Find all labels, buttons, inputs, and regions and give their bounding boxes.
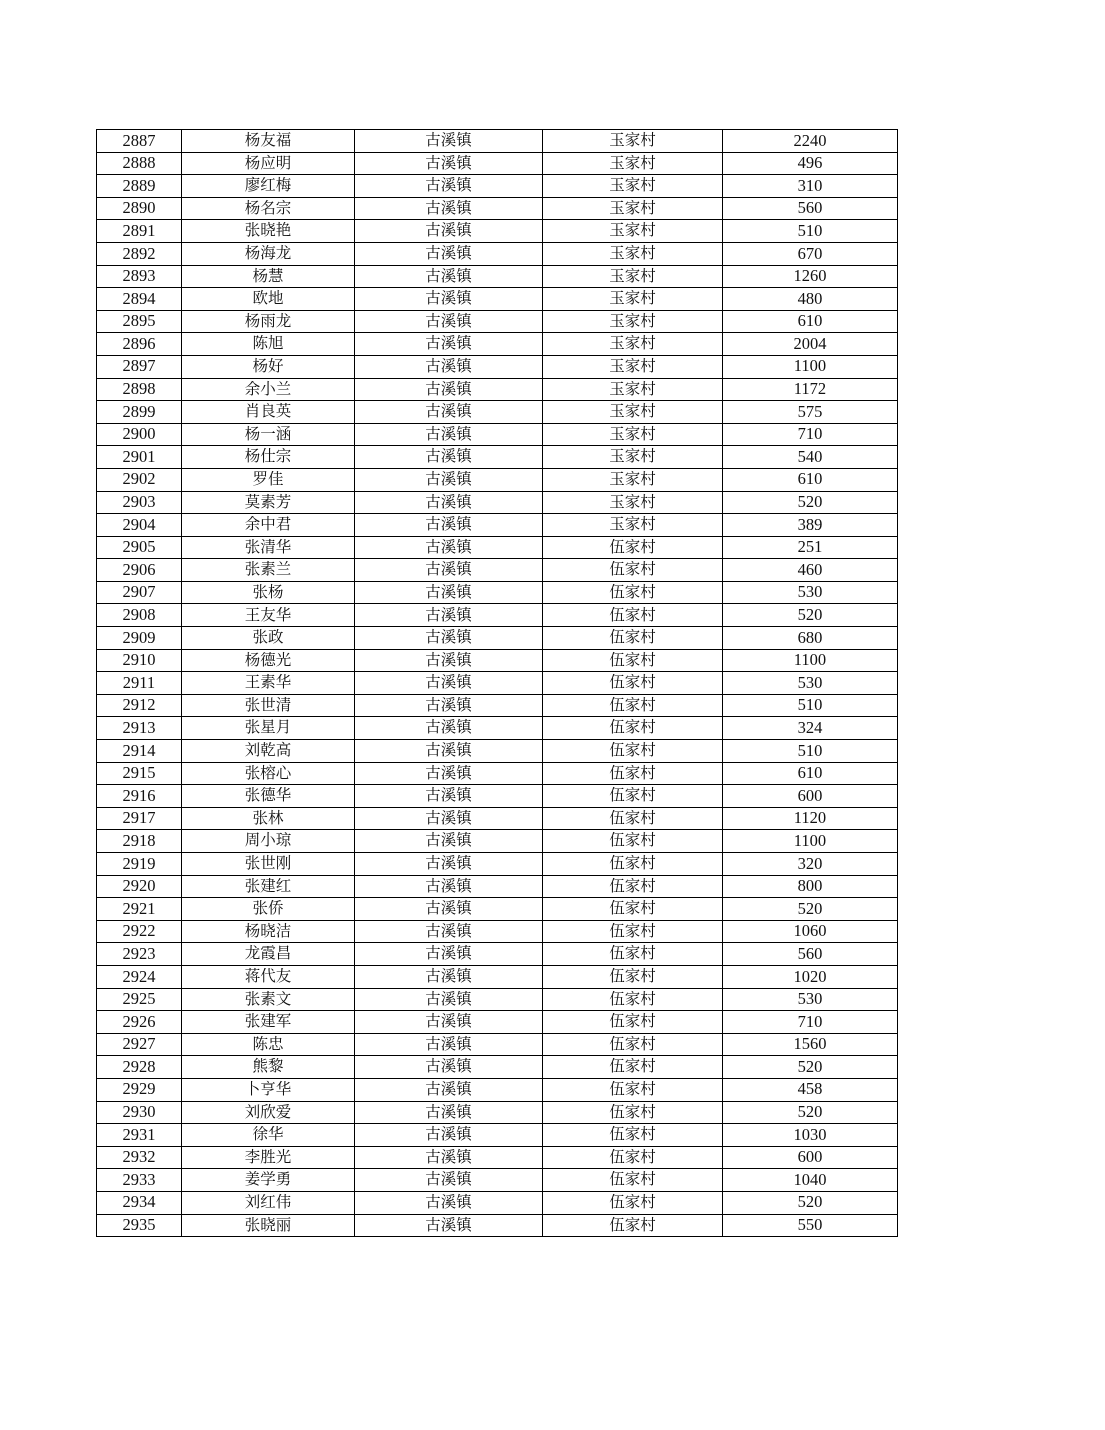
table-row [97,378,898,401]
row-number-cell: 2926 [97,1011,182,1034]
town-cell: 古溪镇 [355,514,543,537]
name-cell: 罗佳 [182,468,355,491]
town-cell: 古溪镇 [355,785,543,808]
village-cell: 伍家村 [543,943,723,966]
table-row [97,152,898,175]
village-cell: 伍家村 [543,785,723,808]
town-cell: 古溪镇 [355,649,543,672]
amount-cell: 251 [723,536,898,559]
amount-cell: 1260 [723,265,898,288]
table-row [97,920,898,943]
amount-cell: 389 [723,514,898,537]
table-row [97,875,898,898]
row-number-cell: 2900 [97,423,182,446]
name-cell: 刘红伟 [182,1191,355,1214]
table-row [97,1124,898,1147]
amount-cell: 600 [723,1146,898,1169]
name-cell: 熊黎 [182,1056,355,1079]
row-number-cell: 2930 [97,1101,182,1124]
name-cell: 张政 [182,627,355,650]
row-number-cell: 2898 [97,378,182,401]
name-cell: 陈旭 [182,333,355,356]
row-number-cell: 2935 [97,1214,182,1237]
table-row [97,220,898,243]
table-row [97,1214,898,1237]
amount-cell: 710 [723,1011,898,1034]
name-cell: 莫素芳 [182,491,355,514]
row-number-cell: 2933 [97,1169,182,1192]
village-cell: 伍家村 [543,898,723,921]
amount-cell: 560 [723,943,898,966]
table-row [97,830,898,853]
town-cell: 古溪镇 [355,672,543,695]
row-number-cell: 2908 [97,604,182,627]
table-row [97,1033,898,1056]
town-cell: 古溪镇 [355,694,543,717]
town-cell: 古溪镇 [355,220,543,243]
name-cell: 张德华 [182,785,355,808]
town-cell: 古溪镇 [355,288,543,311]
amount-cell: 530 [723,988,898,1011]
name-cell: 杨德光 [182,649,355,672]
table-row [97,423,898,446]
amount-cell: 520 [723,604,898,627]
town-cell: 古溪镇 [355,1033,543,1056]
town-cell: 古溪镇 [355,988,543,1011]
row-number-cell: 2893 [97,265,182,288]
name-cell: 张素兰 [182,559,355,582]
name-cell: 张榕心 [182,762,355,785]
table-row [97,514,898,537]
town-cell: 古溪镇 [355,965,543,988]
amount-cell: 530 [723,581,898,604]
village-cell: 伍家村 [543,717,723,740]
town-cell: 古溪镇 [355,1146,543,1169]
town-cell: 古溪镇 [355,175,543,198]
town-cell: 古溪镇 [355,898,543,921]
row-number-cell: 2919 [97,853,182,876]
table-row [97,468,898,491]
village-cell: 玉家村 [543,152,723,175]
name-cell: 张杨 [182,581,355,604]
table-row [97,1056,898,1079]
village-cell: 伍家村 [543,559,723,582]
village-cell: 玉家村 [543,446,723,469]
table-row [97,943,898,966]
town-cell: 古溪镇 [355,807,543,830]
name-cell: 周小琼 [182,830,355,853]
amount-cell: 2240 [723,130,898,153]
village-cell: 玉家村 [543,355,723,378]
town-cell: 古溪镇 [355,1078,543,1101]
amount-cell: 1020 [723,965,898,988]
town-cell: 古溪镇 [355,1214,543,1237]
amount-cell: 670 [723,242,898,265]
row-number-cell: 2911 [97,672,182,695]
village-cell: 伍家村 [543,694,723,717]
village-cell: 伍家村 [543,762,723,785]
row-number-cell: 2928 [97,1056,182,1079]
village-cell: 伍家村 [543,672,723,695]
row-number-cell: 2901 [97,446,182,469]
village-cell: 玉家村 [543,423,723,446]
table-row [97,130,898,153]
row-number-cell: 2904 [97,514,182,537]
name-cell: 张晓丽 [182,1214,355,1237]
amount-cell: 510 [723,740,898,763]
table-row [97,762,898,785]
amount-cell: 550 [723,1214,898,1237]
amount-cell: 520 [723,491,898,514]
village-cell: 玉家村 [543,401,723,424]
town-cell: 古溪镇 [355,762,543,785]
town-cell: 古溪镇 [355,401,543,424]
table-row [97,1011,898,1034]
table-row [97,242,898,265]
village-cell: 伍家村 [543,1101,723,1124]
row-number-cell: 2925 [97,988,182,1011]
amount-cell: 1560 [723,1033,898,1056]
row-number-cell: 2927 [97,1033,182,1056]
village-cell: 玉家村 [543,310,723,333]
town-cell: 古溪镇 [355,627,543,650]
row-number-cell: 2902 [97,468,182,491]
name-cell: 肖良英 [182,401,355,424]
town-cell: 古溪镇 [355,423,543,446]
village-cell: 玉家村 [543,130,723,153]
village-cell: 玉家村 [543,220,723,243]
table-row [97,604,898,627]
table-row [97,333,898,356]
name-cell: 陈忠 [182,1033,355,1056]
name-cell: 张世刚 [182,853,355,876]
row-number-cell: 2931 [97,1124,182,1147]
name-cell: 张林 [182,807,355,830]
village-cell: 玉家村 [543,468,723,491]
town-cell: 古溪镇 [355,853,543,876]
row-number-cell: 2924 [97,965,182,988]
row-number-cell: 2918 [97,830,182,853]
row-number-cell: 2929 [97,1078,182,1101]
row-number-cell: 2923 [97,943,182,966]
village-cell: 伍家村 [543,1191,723,1214]
name-cell: 龙霞昌 [182,943,355,966]
village-cell: 玉家村 [543,175,723,198]
village-cell: 玉家村 [543,288,723,311]
name-cell: 杨晓洁 [182,920,355,943]
name-cell: 张素文 [182,988,355,1011]
amount-cell: 1120 [723,807,898,830]
row-number-cell: 2889 [97,175,182,198]
table-row [97,988,898,1011]
amount-cell: 520 [723,1056,898,1079]
table-row [97,1078,898,1101]
table-row [97,965,898,988]
table-row [97,559,898,582]
name-cell: 欧地 [182,288,355,311]
village-cell: 伍家村 [543,965,723,988]
town-cell: 古溪镇 [355,1124,543,1147]
village-cell: 伍家村 [543,807,723,830]
table-row [97,401,898,424]
town-cell: 古溪镇 [355,875,543,898]
name-cell: 张晓艳 [182,220,355,243]
town-cell: 古溪镇 [355,378,543,401]
name-cell: 刘乾高 [182,740,355,763]
town-cell: 古溪镇 [355,152,543,175]
town-cell: 古溪镇 [355,581,543,604]
row-number-cell: 2916 [97,785,182,808]
amount-cell: 1100 [723,830,898,853]
amount-cell: 510 [723,694,898,717]
table-row [97,310,898,333]
town-cell: 古溪镇 [355,1056,543,1079]
village-cell: 玉家村 [543,514,723,537]
town-cell: 古溪镇 [355,265,543,288]
table-row [97,491,898,514]
town-cell: 古溪镇 [355,943,543,966]
name-cell: 卜亨华 [182,1078,355,1101]
row-number-cell: 2913 [97,717,182,740]
amount-cell: 560 [723,197,898,220]
amount-cell: 1100 [723,649,898,672]
village-cell: 伍家村 [543,1056,723,1079]
amount-cell: 520 [723,898,898,921]
name-cell: 杨应明 [182,152,355,175]
table-row [97,1169,898,1192]
name-cell: 张建军 [182,1011,355,1034]
name-cell: 蒋代友 [182,965,355,988]
table-row [97,717,898,740]
table-row [97,672,898,695]
town-cell: 古溪镇 [355,242,543,265]
amount-cell: 458 [723,1078,898,1101]
amount-cell: 324 [723,717,898,740]
village-cell: 伍家村 [543,1146,723,1169]
amount-cell: 320 [723,853,898,876]
town-cell: 古溪镇 [355,1011,543,1034]
row-number-cell: 2890 [97,197,182,220]
table-row [97,694,898,717]
village-cell: 伍家村 [543,740,723,763]
table-row [97,175,898,198]
town-cell: 古溪镇 [355,1191,543,1214]
table-row [97,807,898,830]
amount-cell: 310 [723,175,898,198]
name-cell: 杨慧 [182,265,355,288]
row-number-cell: 2922 [97,920,182,943]
village-cell: 伍家村 [543,853,723,876]
amount-cell: 2004 [723,333,898,356]
village-cell: 伍家村 [543,1169,723,1192]
row-number-cell: 2907 [97,581,182,604]
table-row [97,627,898,650]
amount-cell: 1172 [723,378,898,401]
amount-cell: 610 [723,468,898,491]
row-number-cell: 2892 [97,242,182,265]
town-cell: 古溪镇 [355,355,543,378]
row-number-cell: 2897 [97,355,182,378]
village-cell: 伍家村 [543,649,723,672]
amount-cell: 680 [723,627,898,650]
village-cell: 玉家村 [543,197,723,220]
amount-cell: 600 [723,785,898,808]
town-cell: 古溪镇 [355,1169,543,1192]
row-number-cell: 2910 [97,649,182,672]
table-row [97,1101,898,1124]
town-cell: 古溪镇 [355,310,543,333]
town-cell: 古溪镇 [355,446,543,469]
name-cell: 张建红 [182,875,355,898]
amount-cell: 530 [723,672,898,695]
table-row [97,446,898,469]
village-cell: 伍家村 [543,627,723,650]
name-cell: 王友华 [182,604,355,627]
name-cell: 王素华 [182,672,355,695]
village-cell: 玉家村 [543,242,723,265]
village-cell: 伍家村 [543,1078,723,1101]
row-number-cell: 2905 [97,536,182,559]
village-cell: 伍家村 [543,536,723,559]
name-cell: 杨仕宗 [182,446,355,469]
name-cell: 杨雨龙 [182,310,355,333]
row-number-cell: 2934 [97,1191,182,1214]
row-number-cell: 2887 [97,130,182,153]
subsidy-list-table [96,129,898,1237]
village-cell: 伍家村 [543,830,723,853]
village-cell: 伍家村 [543,1011,723,1034]
row-number-cell: 2906 [97,559,182,582]
table-row [97,1146,898,1169]
name-cell: 张世清 [182,694,355,717]
town-cell: 古溪镇 [355,468,543,491]
table-row [97,265,898,288]
town-cell: 古溪镇 [355,130,543,153]
village-cell: 伍家村 [543,920,723,943]
town-cell: 古溪镇 [355,717,543,740]
village-cell: 伍家村 [543,581,723,604]
name-cell: 杨海龙 [182,242,355,265]
table-body [97,130,898,1237]
row-number-cell: 2891 [97,220,182,243]
name-cell: 余中君 [182,514,355,537]
name-cell: 张侨 [182,898,355,921]
amount-cell: 520 [723,1101,898,1124]
row-number-cell: 2917 [97,807,182,830]
row-number-cell: 2888 [97,152,182,175]
name-cell: 杨好 [182,355,355,378]
village-cell: 伍家村 [543,1033,723,1056]
name-cell: 杨名宗 [182,197,355,220]
amount-cell: 460 [723,559,898,582]
village-cell: 伍家村 [543,604,723,627]
amount-cell: 1060 [723,920,898,943]
amount-cell: 710 [723,423,898,446]
table-row [97,785,898,808]
town-cell: 古溪镇 [355,559,543,582]
amount-cell: 520 [723,1191,898,1214]
amount-cell: 540 [723,446,898,469]
row-number-cell: 2894 [97,288,182,311]
amount-cell: 480 [723,288,898,311]
village-cell: 伍家村 [543,1214,723,1237]
row-number-cell: 2912 [97,694,182,717]
amount-cell: 1100 [723,355,898,378]
row-number-cell: 2914 [97,740,182,763]
table-row [97,536,898,559]
row-number-cell: 2899 [97,401,182,424]
village-cell: 玉家村 [543,333,723,356]
town-cell: 古溪镇 [355,740,543,763]
name-cell: 刘欣爱 [182,1101,355,1124]
town-cell: 古溪镇 [355,333,543,356]
town-cell: 古溪镇 [355,830,543,853]
row-number-cell: 2921 [97,898,182,921]
amount-cell: 1030 [723,1124,898,1147]
table-row [97,197,898,220]
row-number-cell: 2920 [97,875,182,898]
amount-cell: 1040 [723,1169,898,1192]
row-number-cell: 2909 [97,627,182,650]
name-cell: 徐华 [182,1124,355,1147]
town-cell: 古溪镇 [355,491,543,514]
town-cell: 古溪镇 [355,197,543,220]
amount-cell: 610 [723,762,898,785]
name-cell: 姜学勇 [182,1169,355,1192]
name-cell: 杨一涵 [182,423,355,446]
table-row [97,853,898,876]
table-row [97,740,898,763]
town-cell: 古溪镇 [355,536,543,559]
name-cell: 张清华 [182,536,355,559]
table-row [97,581,898,604]
row-number-cell: 2903 [97,491,182,514]
name-cell: 张星月 [182,717,355,740]
village-cell: 伍家村 [543,988,723,1011]
name-cell: 杨友福 [182,130,355,153]
town-cell: 古溪镇 [355,920,543,943]
row-number-cell: 2932 [97,1146,182,1169]
village-cell: 玉家村 [543,491,723,514]
table-row [97,355,898,378]
amount-cell: 496 [723,152,898,175]
village-cell: 玉家村 [543,378,723,401]
town-cell: 古溪镇 [355,604,543,627]
amount-cell: 575 [723,401,898,424]
name-cell: 余小兰 [182,378,355,401]
amount-cell: 510 [723,220,898,243]
table-row [97,1191,898,1214]
name-cell: 李胜光 [182,1146,355,1169]
town-cell: 古溪镇 [355,1101,543,1124]
row-number-cell: 2915 [97,762,182,785]
village-cell: 玉家村 [543,265,723,288]
amount-cell: 800 [723,875,898,898]
village-cell: 伍家村 [543,1124,723,1147]
row-number-cell: 2896 [97,333,182,356]
row-number-cell: 2895 [97,310,182,333]
village-cell: 伍家村 [543,875,723,898]
table-row [97,288,898,311]
table-row [97,898,898,921]
name-cell: 廖红梅 [182,175,355,198]
amount-cell: 610 [723,310,898,333]
table-row [97,649,898,672]
